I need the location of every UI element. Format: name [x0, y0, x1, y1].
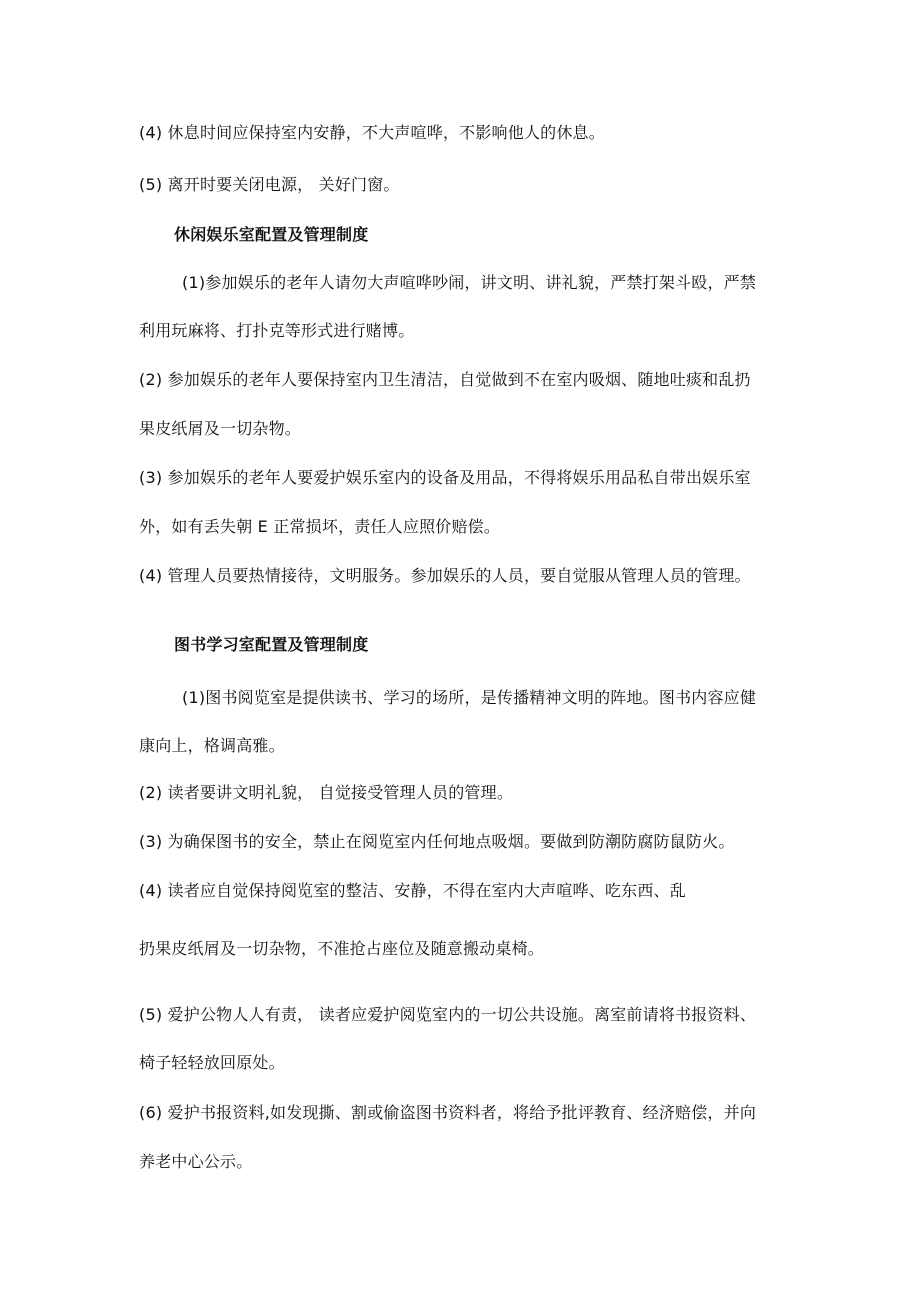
- library-rule-4-line1: (4) 读者应自觉保持阅览室的整洁、安静，不得在室内大声喧哗、吃东西、乱: [139, 881, 686, 900]
- library-rule-2: (2) 读者要讲文明礼貌， 自觉接受管理人员的管理。: [139, 783, 514, 802]
- library-heading: 图书学习室配置及管理制度: [174, 635, 369, 654]
- library-rule-1-line1: (1)图书阅览室是提供读书、学习的场所，是传播精神文明的阵地。图书内容应健: [182, 688, 757, 707]
- library-rule-5-line2: 椅子轻轻放回原处。: [139, 1053, 285, 1072]
- library-rule-3: (3) 为确保图书的安全，禁止在阅览室内任何地点吸烟。要做到防潮防腐防鼠防火。: [139, 832, 735, 851]
- library-rule-1-line2: 康向上，格调高雅。: [139, 736, 285, 755]
- library-rule-4-line2: 扔果皮纸屑及一切杂物，不准抢占座位及随意搬动桌椅。: [139, 939, 545, 958]
- entertainment-rule-3-line2: 外，如有丢失朝 E 正常损坏，责任人应照价赔偿。: [139, 517, 501, 536]
- entertainment-heading: 休闲娱乐室配置及管理制度: [174, 225, 369, 244]
- entertainment-rule-1-line1: (1)参加娱乐的老年人请勿大声喧哗吵闹，讲文明、讲礼貌，严禁打架斗殴，严禁: [182, 273, 757, 292]
- rest-rule-4: (4) 休息时间应保持室内安静，不大声喧哗，不影响他人的休息。: [139, 123, 605, 142]
- library-rule-5-line1: (5) 爱护公物人人有责， 读者应爱护阅览室内的一切公共设施。离室前请将书报资料、: [139, 1005, 757, 1024]
- entertainment-rule-2-line1: (2) 参加娱乐的老年人要保持室内卫生清洁，自觉做到不在室内吸烟、随地吐痰和乱扔: [139, 370, 751, 389]
- library-rule-6-line1: (6) 爱护书报资料,如发现撕、割或偷盗图书资料者，将给予批评教育、经济赔偿，并向: [139, 1103, 757, 1122]
- entertainment-rule-3-line1: (3) 参加娱乐的老年人要爱护娱乐室内的设备及用品，不得将娱乐用品私自带出娱乐室: [139, 468, 751, 487]
- rest-rule-5: (5) 离开时要关闭电源， 关好门窗。: [139, 175, 400, 194]
- entertainment-rule-2-line2: 果皮纸屑及一切杂物。: [139, 419, 302, 438]
- entertainment-rule-4: (4) 管理人员要热情接待，文明服务。参加娱乐的人员，要自觉服从管理人员的管理。: [139, 566, 751, 585]
- entertainment-rule-1-line2: 利用玩麻将、打扑克等形式进行赌博。: [139, 321, 415, 340]
- library-rule-6-line2: 养老中心公示。: [139, 1152, 253, 1171]
